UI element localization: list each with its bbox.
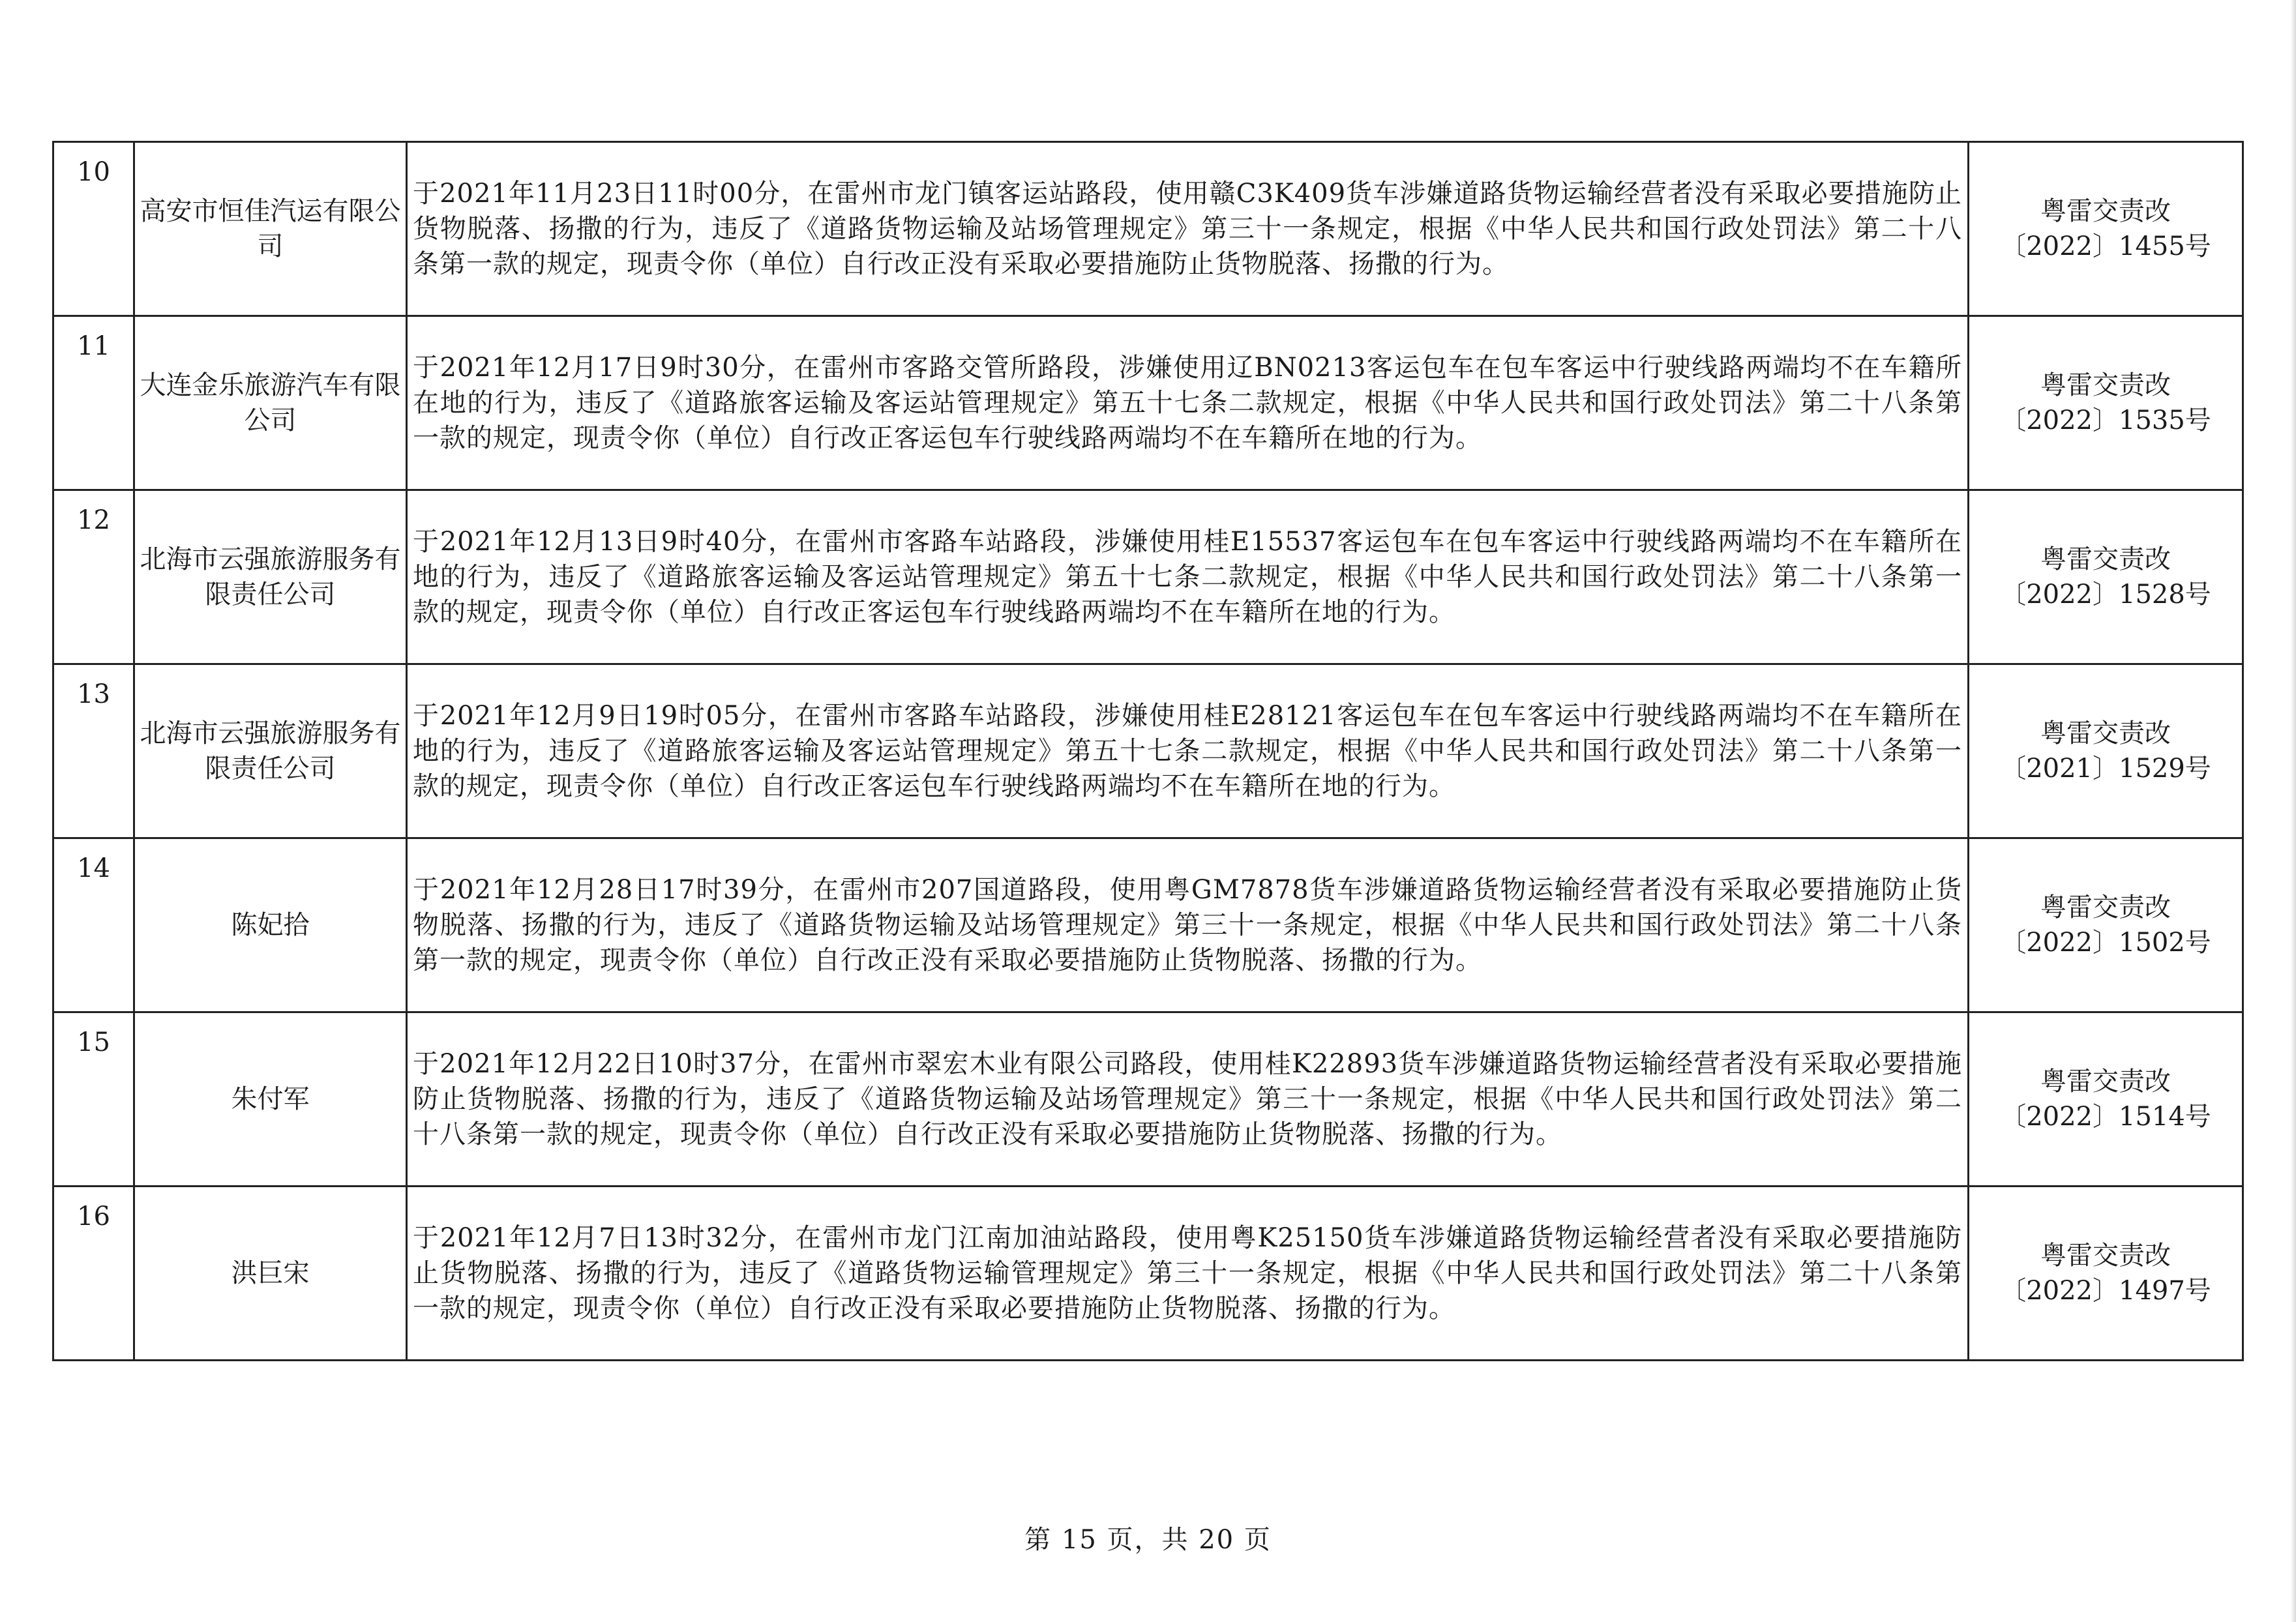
document-number-cell	[1969, 664, 2243, 838]
table-row	[53, 664, 2243, 838]
document-prefix: 粤雷交责改	[2040, 544, 2171, 574]
document-prefix: 粤雷交责改	[2040, 892, 2171, 922]
document-number-cell	[1969, 838, 2243, 1012]
party-name: 高安市恒佳汽运有限公司	[134, 142, 407, 316]
document-number-cell	[1969, 1012, 2243, 1187]
violation-description: 于2021年12月28日17时39分，在雷州市207国道路段，使用粤GM7878货车涉嫌道路货物运输经营者没有采取必要措施防止货物脱落、扬撒的行为，违反了《道路货物运输及站场管理规定》第三十一条规定，根据《中华人民共和国行政处罚法》第二十八条第一款的规定，现责令你（单位）自行改正没有采取必要措施防止货物脱落、扬撒的行为。	[407, 838, 1969, 1012]
row-number: 16	[53, 1187, 134, 1361]
violation-description: 于2021年12月9日19时05分，在雷州市客路车站路段，涉嫌使用桂E28121客运包车在包车客运中行驶线路两端均不在车籍所在地的行为，违反了《道路旅客运输及客运站管理规定》第五十七条二款规定，根据《中华人民共和国行政处罚法》第二十八条第一款的规定，现责令你（单位）自行改正客运包车行驶线路两端均不在车籍所在地的行为。	[407, 664, 1969, 838]
document-prefix: 粤雷交责改	[2040, 718, 2171, 748]
row-number: 10	[53, 142, 134, 316]
row-number: 11	[53, 316, 134, 490]
notice-table	[52, 141, 2244, 1361]
document-number-cell	[1969, 142, 2243, 316]
violation-description: 于2021年11月23日11时00分，在雷州市龙门镇客运站路段，使用赣C3K409货车涉嫌道路货物运输经营者没有采取必要措施防止货物脱落、扬撒的行为，违反了《道路货物运输及站场管理规定》第三十一条规定，根据《中华人民共和国行政处罚法》第二十八条第一款的规定，现责令你（单位）自行改正没有采取必要措施防止货物脱落、扬撒的行为。	[407, 142, 1969, 316]
party-name: 朱付军	[134, 1012, 407, 1187]
scan-edge	[2291, 0, 2296, 1622]
violation-description: 于2021年12月13日9时40分，在雷州市客路车站路段，涉嫌使用桂E15537客运包车在包车客运中行驶线路两端均不在车籍所在地的行为，违反了《道路旅客运输及客运站管理规定》第五十七条二款规定，根据《中华人民共和国行政处罚法》第二十八条第一款的规定，现责令你（单位）自行改正客运包车行驶线路两端均不在车籍所在地的行为。	[407, 490, 1969, 664]
party-name: 北海市云强旅游服务有限责任公司	[134, 664, 407, 838]
row-number: 12	[53, 490, 134, 664]
row-number: 15	[53, 1012, 134, 1187]
table-row	[53, 490, 2243, 664]
table-row	[53, 1012, 2243, 1187]
notice-table-body	[53, 142, 2243, 1361]
table-row	[53, 838, 2243, 1012]
document-number: 〔2022〕1514号	[2000, 1102, 2211, 1132]
table-row	[53, 316, 2243, 490]
party-name: 洪巨宋	[134, 1187, 407, 1361]
violation-description: 于2021年12月22日10时37分，在雷州市翠宏木业有限公司路段，使用桂K22893货车涉嫌道路货物运输经营者没有采取必要措施防止货物脱落、扬撒的行为，违反了《道路货物运输及站场管理规定》第三十一条规定，根据《中华人民共和国行政处罚法》第二十八条第一款的规定，现责令你（单位）自行改正没有采取必要措施防止货物脱落、扬撒的行为。	[407, 1012, 1969, 1187]
page-footer: 第 15 页，共 20 页	[1024, 1525, 1272, 1555]
document-number-cell	[1969, 316, 2243, 490]
document-number: 〔2022〕1497号	[2000, 1276, 2211, 1306]
party-name: 陈妃拾	[134, 838, 407, 1012]
document-prefix: 粤雷交责改	[2040, 1067, 2171, 1097]
violation-description: 于2021年12月17日9时30分，在雷州市客路交管所路段，涉嫌使用辽BN0213客运包车在包车客运中行驶线路两端均不在车籍所在地的行为，违反了《道路旅客运输及客运站管理规定》第五十七条二款规定，根据《中华人民共和国行政处罚法》第二十八条第一款的规定，现责令你（单位）自行改正客运包车行驶线路两端均不在车籍所在地的行为。	[407, 316, 1969, 490]
row-number: 13	[53, 664, 134, 838]
document-prefix: 粤雷交责改	[2040, 370, 2171, 400]
table-row	[53, 142, 2243, 316]
table-row	[53, 1187, 2243, 1361]
document-number-cell	[1969, 1187, 2243, 1361]
row-number: 14	[53, 838, 134, 1012]
party-name: 大连金乐旅游汽车有限公司	[134, 316, 407, 490]
document-number: 〔2022〕1502号	[2000, 928, 2211, 958]
document-number: 〔2022〕1535号	[2000, 406, 2211, 435]
document-prefix: 粤雷交责改	[2040, 1241, 2171, 1271]
document-prefix: 粤雷交责改	[2040, 196, 2171, 226]
document-number-cell	[1969, 490, 2243, 664]
party-name: 北海市云强旅游服务有限责任公司	[134, 490, 407, 664]
document-number: 〔2021〕1529号	[2000, 754, 2211, 784]
violation-description: 于2021年12月7日13时32分，在雷州市龙门江南加油站路段，使用粤K25150货车涉嫌道路货物运输经营者没有采取必要措施防止货物脱落、扬撒的行为，违反了《道路货物运输管理规定》第三十一条规定，根据《中华人民共和国行政处罚法》第二十八条第一款的规定，现责令你（单位）自行改正没有采取必要措施防止货物脱落、扬撒的行为。	[407, 1187, 1969, 1361]
document-number: 〔2022〕1528号	[2000, 580, 2211, 610]
document-number: 〔2022〕1455号	[2000, 231, 2211, 261]
